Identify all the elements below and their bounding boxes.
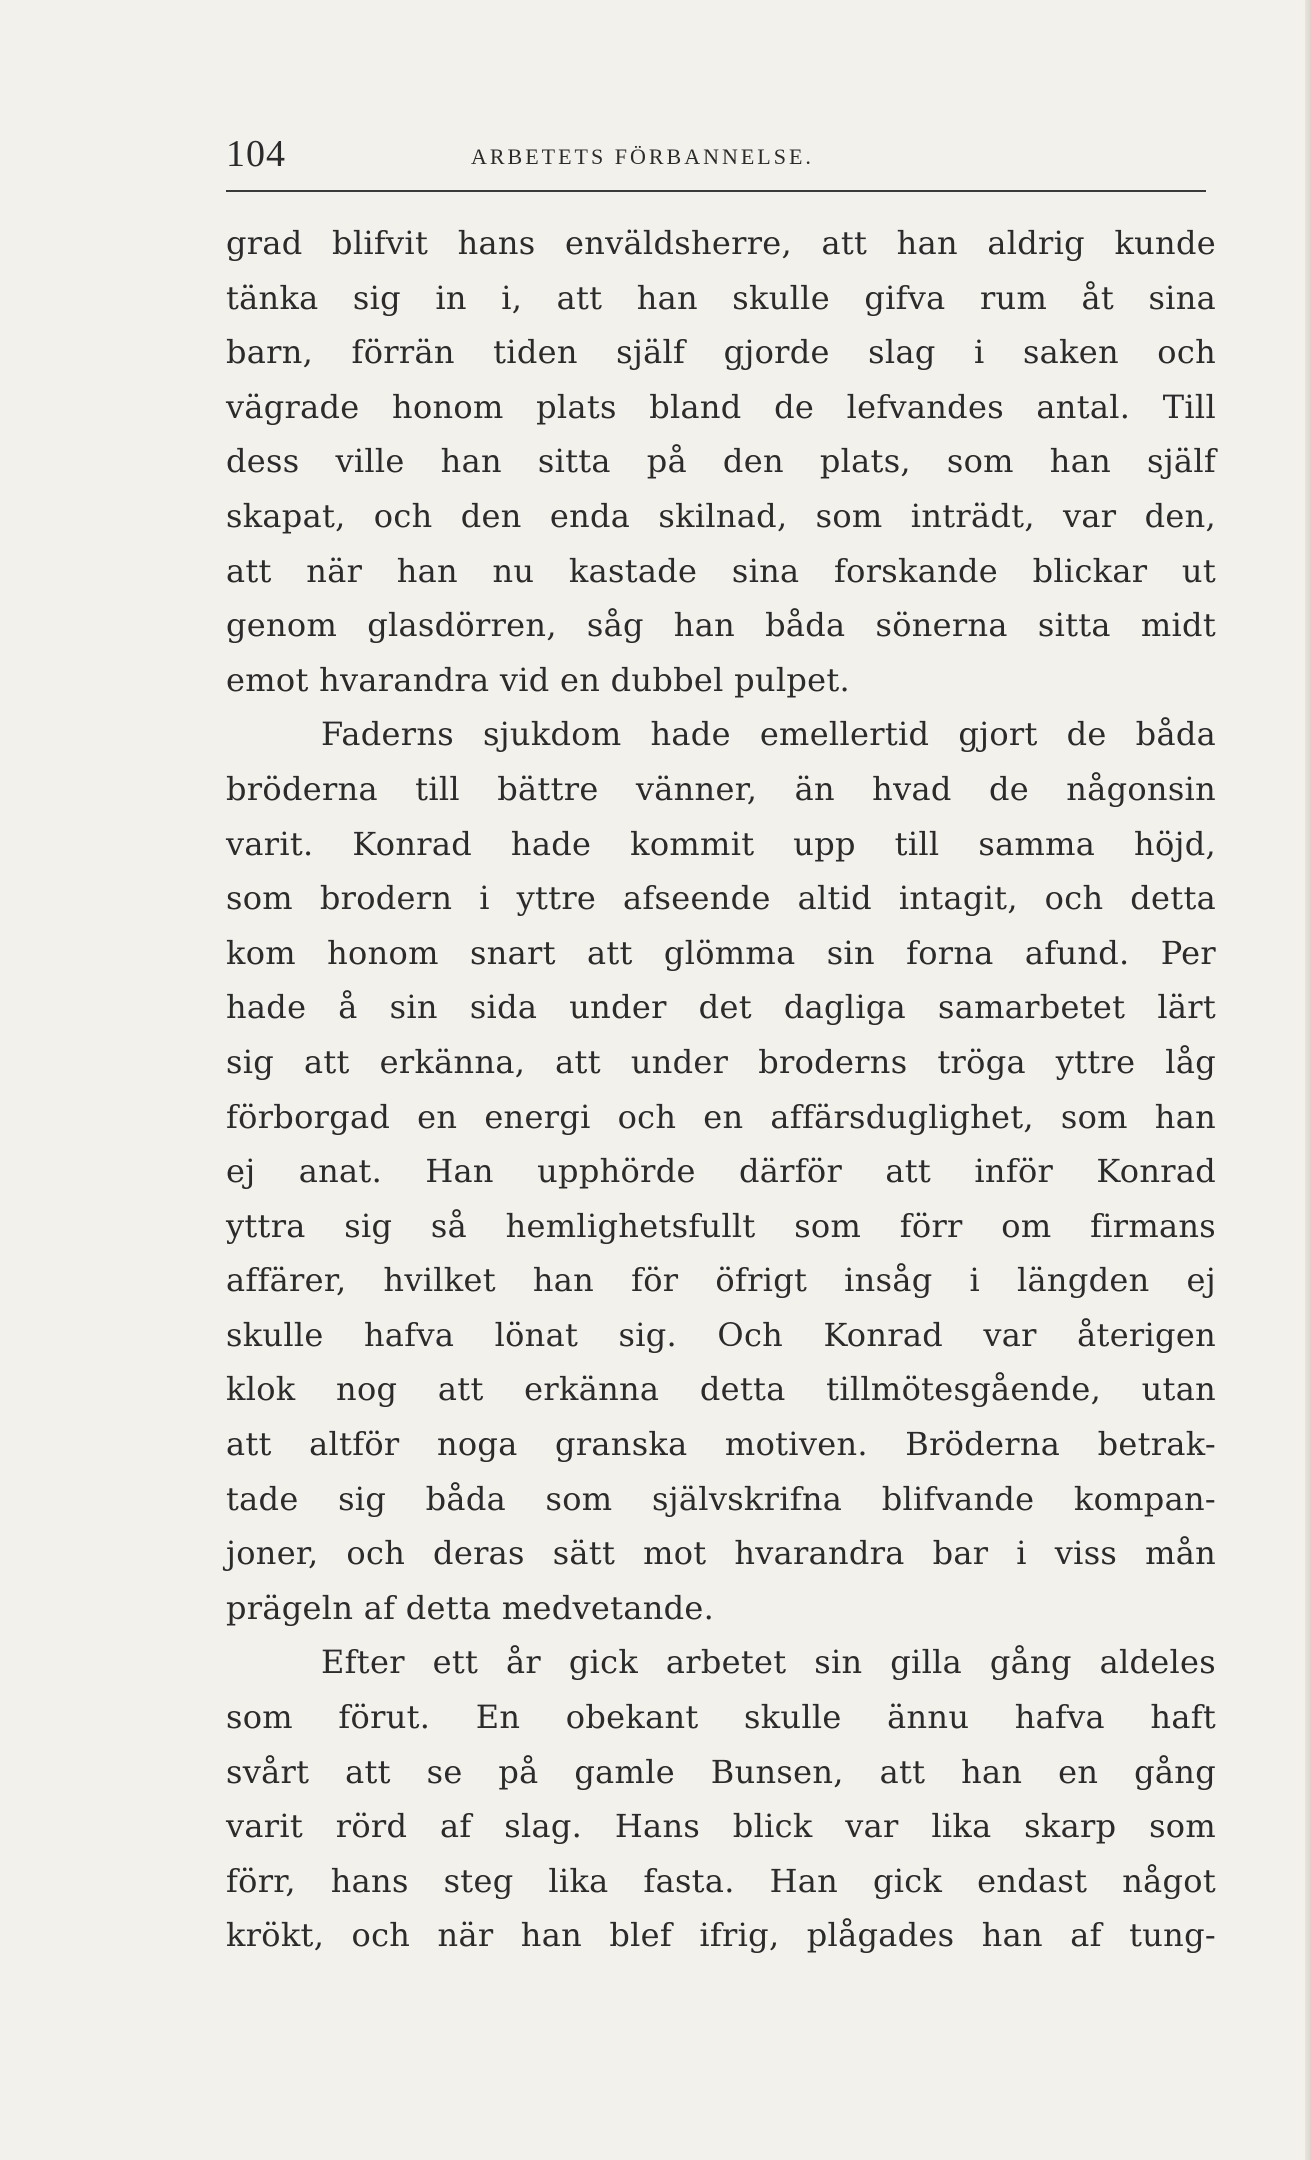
text-line: krökt, och när han blef ifrig, plågades han af tung- bbox=[226, 1916, 1216, 1955]
text-line: som brodern i yttre afseende altid intagit, och detta bbox=[226, 879, 1216, 918]
text-line: hade å sin sida under det dagliga samarbetet lärt bbox=[226, 988, 1216, 1027]
text-line: förr, hans steg lika fasta. Han gick endast något bbox=[226, 1861, 1216, 1900]
text-line: svårt att se på gamle Bunsen, att han en gång bbox=[226, 1752, 1216, 1791]
text-line: klok nog att erkänna detta tillmötesgående, utan bbox=[226, 1370, 1216, 1409]
text-line: grad blifvit hans enväldsherre, att han aldrig kunde bbox=[226, 224, 1216, 262]
text-line: genom glasdörren, såg han båda sönerna sitta midt bbox=[226, 606, 1216, 645]
text-line: emot hvarandra vid en dubbel pulpet. bbox=[226, 660, 851, 699]
text-line: tänka sig in i, att han skulle gifva rum åt sina bbox=[226, 278, 1216, 317]
page-number: 104 bbox=[226, 133, 286, 175]
text-line: kom honom snart att glömma sin forna afund. Per bbox=[226, 933, 1216, 972]
text-line: joner, och deras sätt mot hvarandra bar i viss mån bbox=[226, 1534, 1216, 1573]
text-line: skulle hafva lönat sig. Och Konrad var återigen bbox=[226, 1315, 1216, 1354]
body-text bbox=[226, 216, 1216, 1963]
text-line: sig att erkänna, att under broderns tröga yttre låg bbox=[226, 1042, 1216, 1081]
text-line: affärer, hvilket han för öfrigt insåg i längden ej bbox=[226, 1261, 1216, 1300]
text-line: som förut. En obekant skulle ännu hafva haft bbox=[226, 1698, 1216, 1737]
text-line: ej anat. Han upphörde därför att inför Konrad bbox=[226, 1152, 1216, 1191]
text-line: att altför noga granska motiven. Bröderna betrak- bbox=[226, 1425, 1216, 1464]
page-header bbox=[226, 132, 1206, 182]
text-line: barn, förrän tiden själf gjorde slag i saken och bbox=[226, 333, 1216, 372]
text-line: tade sig båda som självskrifna blifvande kompan- bbox=[226, 1479, 1216, 1518]
text-line: bröderna till bättre vänner, än hvad de någonsin bbox=[226, 769, 1216, 808]
text-line: att när han nu kastade sina forskande blickar ut bbox=[226, 551, 1216, 590]
text-line: yttra sig så hemlighetsfullt som förr om firmans bbox=[226, 1206, 1216, 1245]
text-line: varit. Konrad hade kommit upp till samma höjd, bbox=[226, 824, 1216, 863]
running-title: ARBETETS FÖRBANNELSE. bbox=[471, 144, 814, 169]
text-line: skapat, och den enda skilnad, som inträdt, var den, bbox=[226, 496, 1216, 535]
text-line: Faderns sjukdom hade emellertid gjort de båda bbox=[321, 715, 1216, 754]
text-line: Efter ett år gick arbetet sin gilla gång aldeles bbox=[321, 1643, 1216, 1682]
text-line: förborgad en energi och en affärsduglighet, som han bbox=[226, 1097, 1216, 1136]
text-line: vägrade honom plats bland de lefvandes antal. Till bbox=[226, 387, 1216, 426]
text-line: prägeln af detta medvetande. bbox=[226, 1588, 715, 1627]
header-rule bbox=[226, 190, 1206, 192]
page-edge bbox=[1305, 0, 1311, 2160]
text-line: varit rörd af slag. Hans blick var lika skarp som bbox=[226, 1807, 1216, 1846]
text-line: dess ville han sitta på den plats, som han själf bbox=[226, 442, 1216, 481]
